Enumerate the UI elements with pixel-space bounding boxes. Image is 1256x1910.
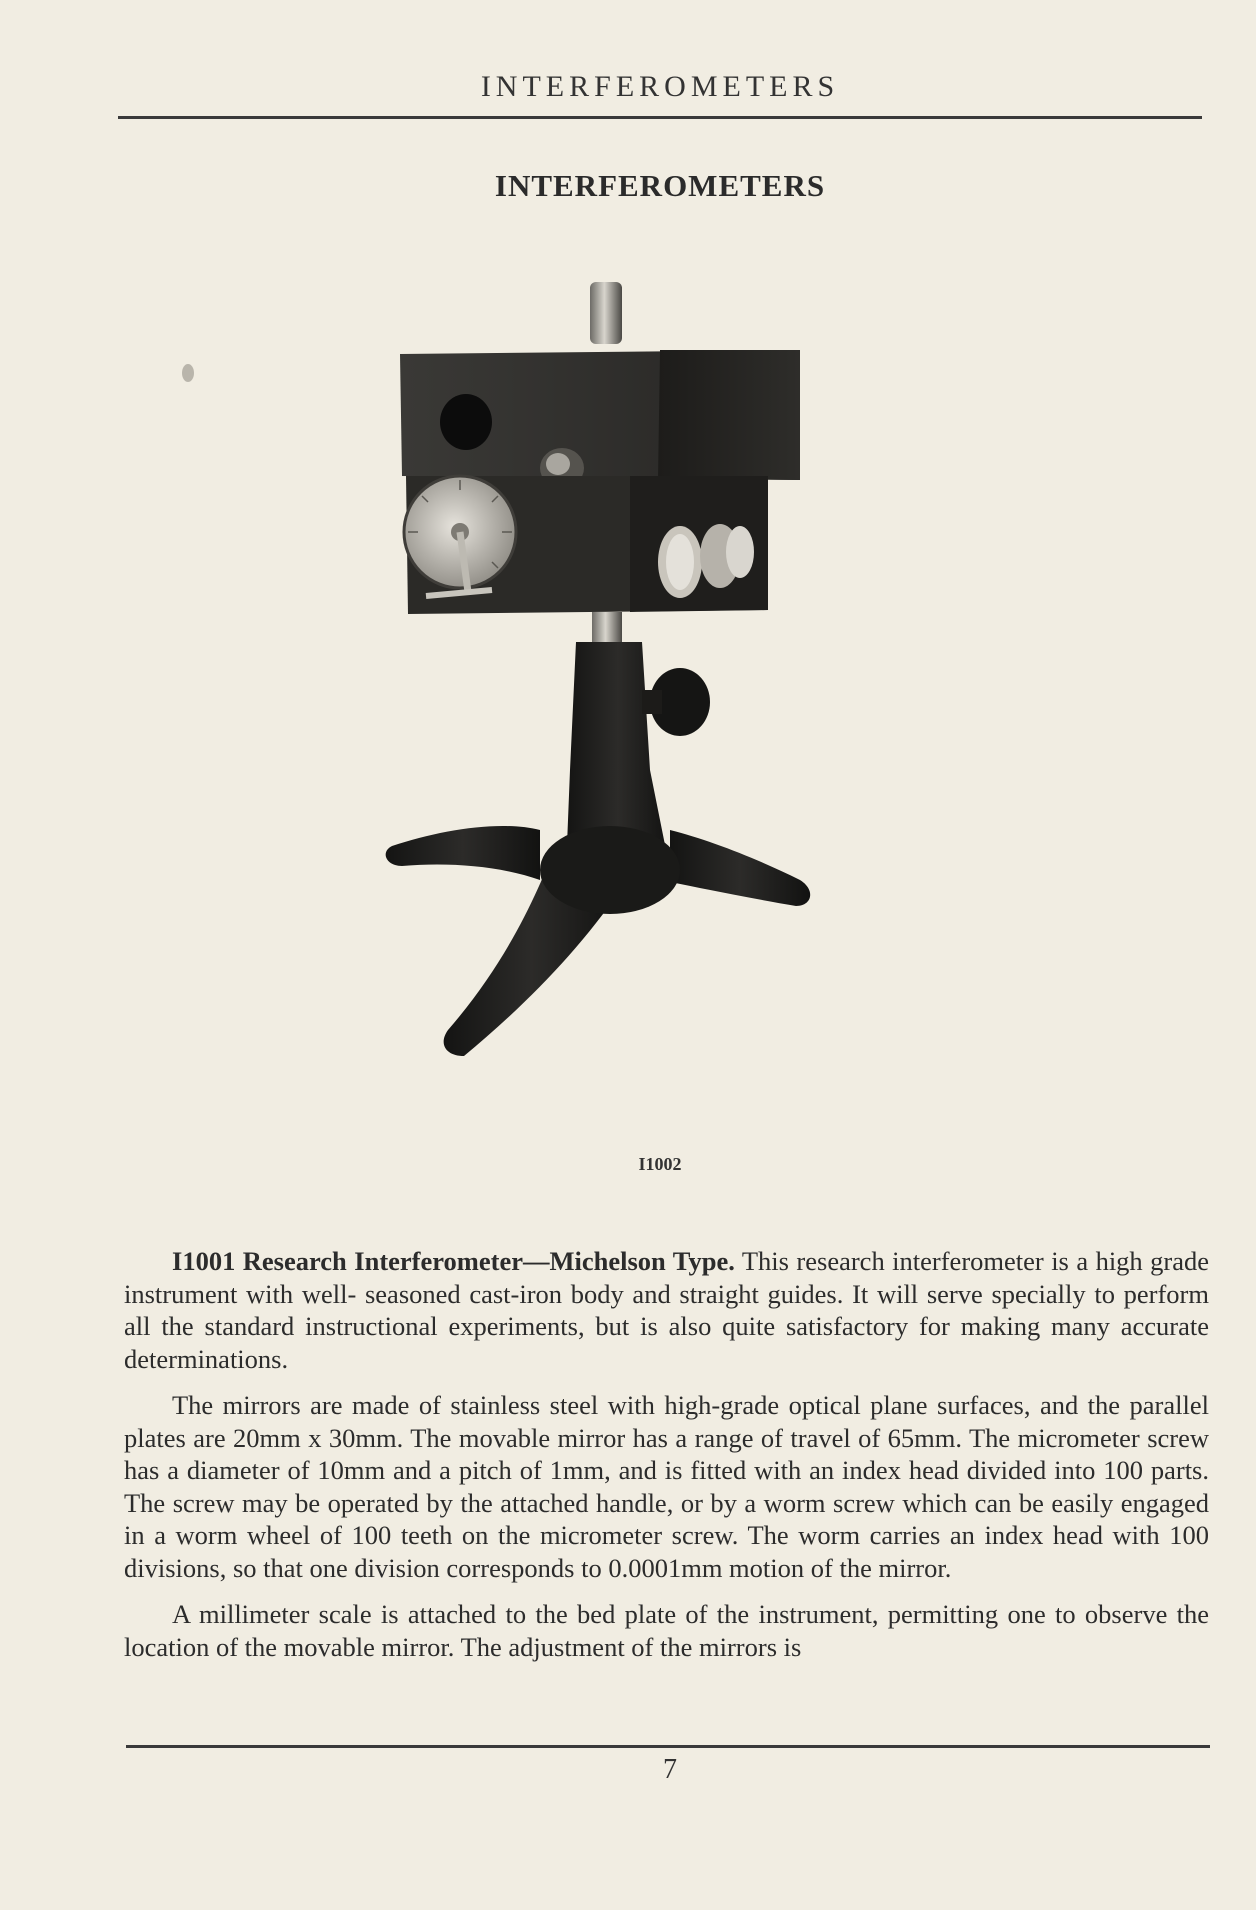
page-title: INTERFEROMETERS <box>494 168 826 203</box>
running-head: INTERFEROMETERS <box>480 70 840 103</box>
paragraph-intro <box>124 1245 1209 1375</box>
page-number: 7 <box>663 1754 677 1785</box>
product-heading: I1001 Research Interferometer—Michelson Type. <box>172 1246 735 1276</box>
figure-caption: I1002 <box>638 1154 682 1174</box>
interferometer-photo <box>380 270 940 1150</box>
body-text <box>124 1245 1209 1677</box>
paragraph-scale: A millimeter scale is attached to the bed plate of the instrument, permitting one to observe the location of the movable mirror. The adjustment of the mirrors is <box>124 1599 1209 1662</box>
footer-rule <box>126 1745 1210 1748</box>
paragraph-intro-text: This research interferometer is a high grade instrument with well- seasoned cast-iron body and straight guides. It will serve specially to perform all the standard instructional experiments, but is also quite satisfactory for making many accurate determinations. <box>124 1246 1210 1374</box>
header-rule <box>118 116 1202 119</box>
paragraph-mirrors: The mirrors are made of stainless steel with high-grade optical plane surfaces, and the parallel plates are 20mm x 30mm. The movable mirror has a range of travel of 65mm. The micrometer screw has a diameter of 10mm and a pitch of 1mm, and is fitted with an index head divided into 100 parts. The screw may be operated by the attached handle, or by a worm screw which can be easily engaged in a worm wheel of 100 teeth on the micrometer screw. The worm carries an index head with 100 divisions, so that one division corresponds to 0.0001mm motion of the mirror. <box>124 1390 1209 1583</box>
paper-smudge <box>182 364 194 382</box>
